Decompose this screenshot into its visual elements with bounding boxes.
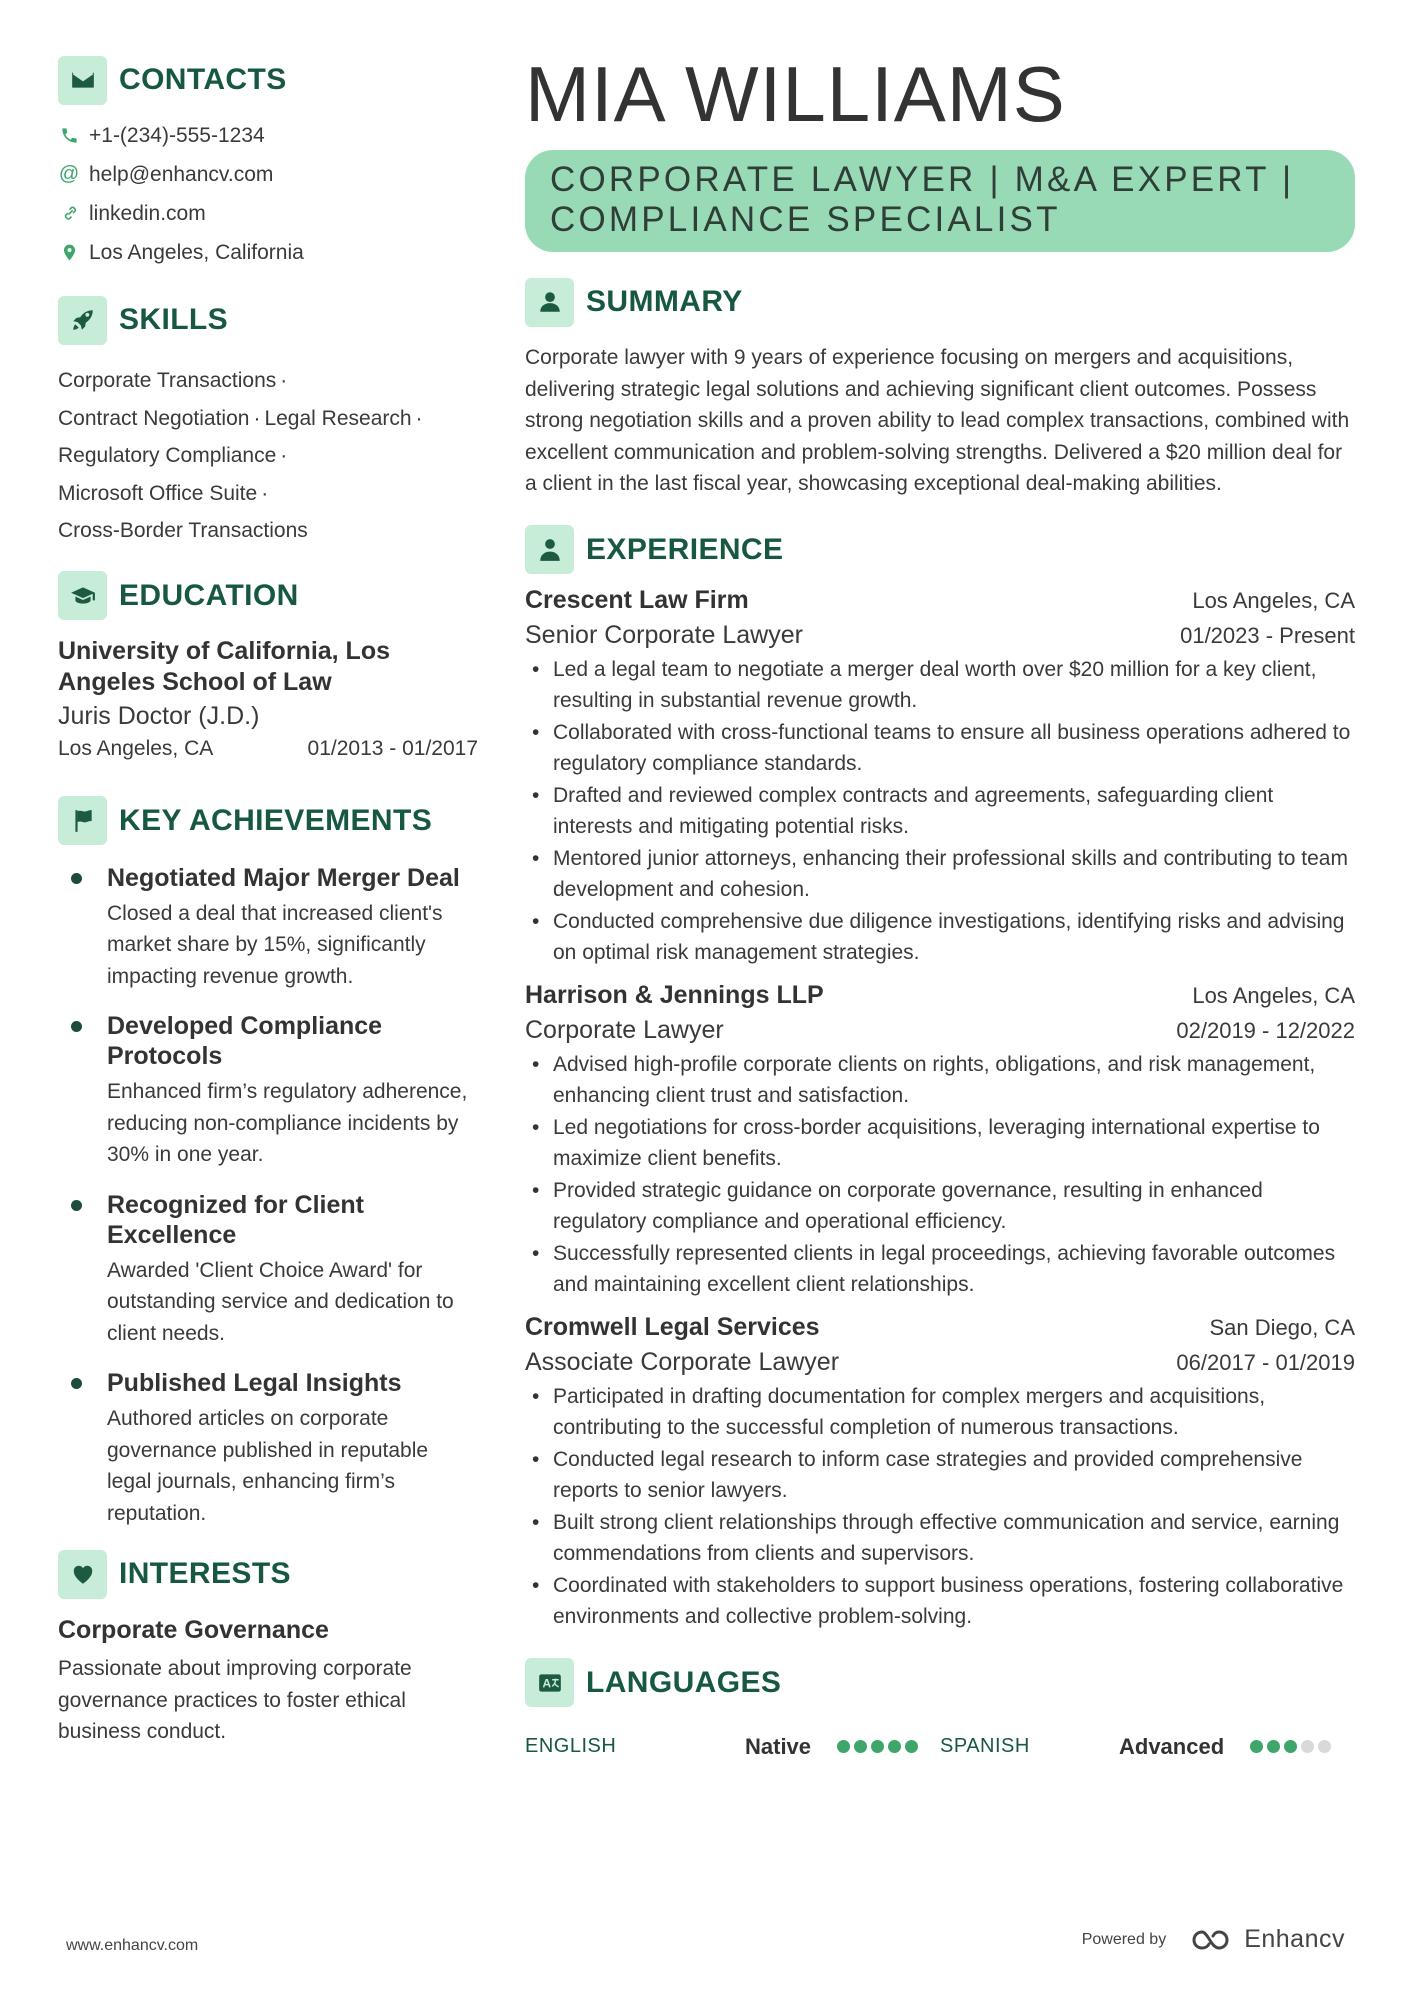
proficiency-dot-filled [888,1740,901,1753]
job-header [525,1313,1355,1342]
contacts-header [58,54,478,106]
rocket-icon [58,296,107,345]
interest-desc: Passionate about improving corporate governance practices to foster ethical business conduct. [58,1657,412,1743]
job-bullet: • Conducted comprehensive due diligence investigations, identifying risks and advising on optimal risk management strategies. [525,906,1355,969]
proficiency-dot-empty [1301,1740,1314,1753]
languages-list [525,1727,1355,1767]
powered-by-text: Powered by [1081,1930,1167,1948]
job-header [525,981,1355,1010]
job-bullet: • Collaborated with cross-functional teams to ensure all business operations adhered to regulatory compliance standards. [525,717,1355,780]
education-meta [58,737,478,761]
job-header [525,586,1355,615]
job-bullet: • Built strong client relationships through effective communication and service, earning commendations from clients and supervisors. [525,1507,1355,1570]
skills-line [58,400,478,438]
email-text[interactable]: help@enhancv.com [89,162,274,186]
job-subheader [525,1348,1355,1377]
skills-line [58,362,478,400]
job-subheader [525,1016,1355,1045]
phone-text[interactable]: +1-(234)-555-1234 [89,123,265,147]
achievement-desc: Enhanced firm’s regulatory adherence, reducing non-compliance incidents by 30% in one year. [107,1080,468,1166]
job-company: Crescent Law Firm [525,585,749,614]
job-entry [525,586,1355,969]
candidate-title: CORPORATE LAWYER | M&A EXPERT | COMPLIANCE SPECIALIST [525,150,1355,252]
bullet-dot [71,1378,82,1389]
footer-website[interactable]: www.enhancv.com [66,1937,199,1954]
envelope-icon [58,56,107,105]
skills-list [58,362,478,550]
bullet-dot [71,873,82,884]
job-role: Senior Corporate Lawyer [525,620,803,649]
skill-separator: · [280,444,288,467]
skill-item: Corporate Transactions [58,369,277,392]
achievement-title: Recognized for Client Excellence [107,1190,364,1249]
achievement-desc: Closed a deal that increased client's market share by 15%, significantly impacting revenue growth. [107,901,443,988]
proficiency-dot-filled [854,1740,867,1753]
skill-item: Cross-Border Transactions [58,519,308,542]
proficiency-dot-filled [1284,1740,1297,1753]
job-location: Los Angeles, CA [1192,982,1355,1008]
job-bullet: • Provided strategic guidance on corporate governance, resulting in enhanced regulatory compliance and operational efficiency. [525,1175,1355,1238]
enhancv-logo-icon [1190,1927,1236,1953]
interests-title: INTERESTS [119,1557,291,1590]
contact-linkedin [58,194,478,233]
education-degree: Juris Doctor (J.D.) [58,701,260,730]
education-header [58,570,478,622]
job-bullet: • Conducted legal research to inform case strategies and provided comprehensive reports to senior lawyers. [525,1444,1355,1507]
skill-item: Regulatory Compliance [58,444,277,467]
job-subheader [525,621,1355,650]
linkedin-text[interactable]: linkedin.com [89,201,206,225]
education-title: EDUCATION [119,578,299,612]
interest-title: Corporate Governance [58,1616,329,1644]
candidate-name: MIA WILLIAMS [525,50,1066,138]
summary-text: Corporate lawyer with 9 years of experience focusing on mergers and acquisitions, delivering strategic legal solutions and achieving significant client outcomes. Possess strong negotiation skills and a proven ability to lead complex transactions, combined with excellent communication and problem-solving strengths. Delivered a $20 million deal for a client in the last fiscal year, showcasing exceptional deal-making abilities. [525,346,1350,495]
skills-line [58,512,478,550]
experience-header [525,524,1355,576]
skill-separator: · [253,406,261,430]
job-role: Associate Corporate Lawyer [525,1347,840,1376]
summary-title: SUMMARY [586,285,743,318]
achievement-item [58,863,478,993]
enhancv-logo-text: Enhancv [1244,1925,1345,1953]
achievement-item [58,1368,478,1529]
job-bullet: • Coordinated with stakeholders to support business operations, fostering collaborative environments and collective problem-solving. [525,1570,1355,1633]
language-dots [837,1740,918,1753]
job-role: Corporate Lawyer [525,1015,724,1044]
job-entry [525,981,1355,1301]
experience-title: EXPERIENCE [586,532,784,566]
user-tie-icon [525,525,574,574]
education-location: Los Angeles, CA [58,736,214,760]
job-company: Cromwell Legal Services [525,1312,820,1341]
achievement-desc: Authored articles on corporate governance published in reputable legal journals, enhancing firm’s reputation. [107,1407,429,1525]
job-dates: 01/2023 - Present [1180,622,1355,648]
location-pin-icon [58,243,80,262]
footer-branding [1082,1925,1345,1954]
job-bullets [525,654,1355,969]
skill-separator: · [415,406,423,430]
summary-header [525,276,1355,328]
right-column [525,50,1355,1767]
job-bullets [525,1049,1355,1301]
job-dates: 06/2017 - 01/2019 [1176,1349,1355,1375]
proficiency-dot-filled [905,1740,918,1753]
job-company: Harrison & Jennings LLP [525,980,824,1009]
achievements-title: KEY ACHIEVEMENTS [119,803,433,837]
languages-title: LANGUAGES [586,1665,782,1699]
language-level: Native [745,1733,812,1759]
achievement-title: Negotiated Major Merger Deal [107,863,460,892]
job-bullets [525,1381,1355,1633]
proficiency-dot-filled [1250,1740,1263,1753]
job-entry [525,1313,1355,1633]
contact-email [58,155,478,194]
contact-location [58,233,478,272]
enhancv-logo[interactable] [1190,1925,1345,1954]
phone-icon [58,126,80,145]
language-level: Advanced [1119,1733,1225,1759]
proficiency-dot-filled [871,1740,884,1753]
achievement-item [58,1190,478,1350]
person-icon [525,278,574,327]
language-name: ENGLISH [525,1735,617,1757]
skill-separator: · [280,369,288,392]
skill-separator: · [261,481,269,505]
flag-icon [58,796,107,845]
achievement-title: Developed Compliance Protocols [107,1012,383,1070]
skill-item: Microsoft Office Suite [58,481,258,505]
proficiency-dot-filled [1267,1740,1280,1753]
translate-icon [525,1658,574,1707]
language-dots [1250,1740,1331,1753]
achievement-item [58,1011,478,1171]
graduation-cap-icon [58,571,107,620]
contacts-list [58,116,478,272]
left-column [58,54,478,1748]
job-location: Los Angeles, CA [1192,587,1355,613]
job-dates: 02/2019 - 12/2022 [1176,1017,1355,1043]
interests-header [58,1548,478,1600]
link-icon [58,204,80,223]
skills-header [58,294,478,346]
job-bullet: • Participated in drafting documentation for complex mergers and acquisitions, contributing to the successful completion of numerous transactions. [525,1381,1355,1444]
at-icon: @ [58,163,80,185]
job-bullet: • Advised high-profile corporate clients on rights, obligations, and risk management, enhancing client trust and satisfaction. [525,1049,1355,1112]
contacts-title: CONTACTS [119,63,287,96]
bullet-dot [71,1021,82,1032]
skill-item: Legal Research [264,406,412,430]
contact-phone [58,116,478,155]
education-school: University of California, Los Angeles School of Law [58,636,391,696]
location-text: Los Angeles, California [89,240,304,264]
language-item [940,1734,1355,1760]
skills-line [58,437,478,475]
skills-title: SKILLS [119,303,229,336]
job-bullet: • Successfully represented clients in legal proceedings, achieving favorable outcomes and maintaining excellent client relationships. [525,1238,1355,1301]
job-bullet: • Mentored junior attorneys, enhancing their professional skills and contributing to team development and cohesion. [525,843,1355,906]
job-bullet: • Led a legal team to negotiate a merger deal worth over $20 million for a key client, resulting in substantial revenue growth. [525,654,1355,717]
achievements-list [58,863,478,1530]
skills-line [58,475,478,513]
proficiency-dot-empty [1318,1740,1331,1753]
heart-icon [58,1550,107,1599]
proficiency-dot-filled [837,1740,850,1753]
achievement-title: Published Legal Insights [107,1369,402,1397]
achievements-header [58,795,478,847]
achievement-desc: Awarded 'Client Choice Award' for outstanding service and dedication to client needs. [107,1258,454,1345]
bullet-dot [71,1200,82,1211]
language-item [525,1734,940,1760]
job-bullet: • Led negotiations for cross-border acquisitions, leveraging international expertise to maximize client benefits. [525,1112,1355,1175]
job-location: San Diego, CA [1209,1314,1355,1340]
education-dates: 01/2013 - 01/2017 [307,736,478,760]
job-bullet: • Drafted and reviewed complex contracts and agreements, safeguarding client interests and mitigating potential risks. [525,780,1355,843]
skill-item: Contract Negotiation [58,406,250,430]
language-name: SPANISH [940,1735,1030,1757]
languages-header [525,1657,1355,1709]
